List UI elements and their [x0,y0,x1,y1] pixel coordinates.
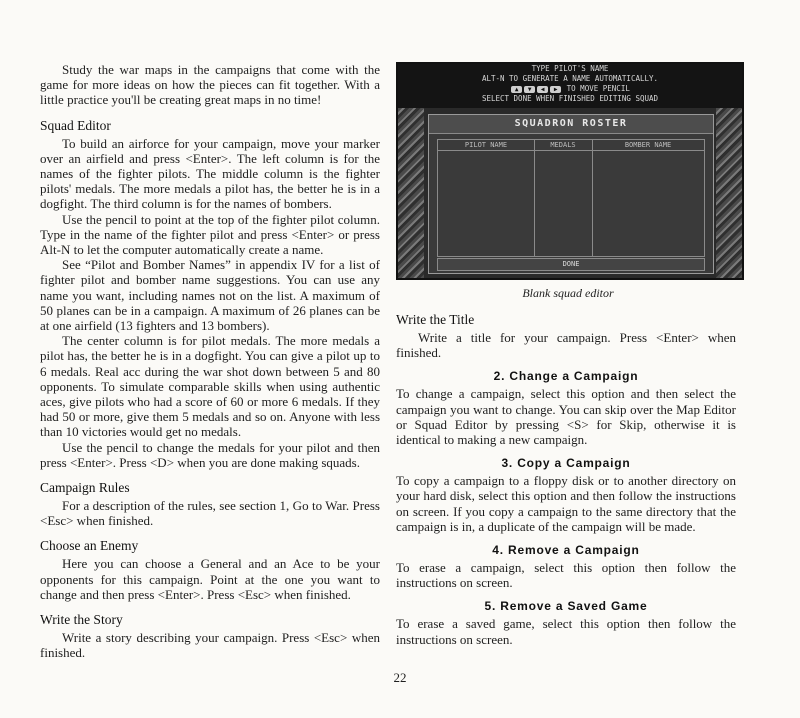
squad-editor-p5: Use the pencil to change the medals for your pilot and then press <Enter>. Press <D> when you are done making squads. [40,439,380,470]
roster-title: SQUADRON ROSTER [429,115,713,134]
instruction-line-4: SELECT DONE WHEN FINISHED EDITING SQUAD [481,94,659,103]
squad-editor-p2: Use the pencil to point at the top of the fighter pilot column. Type in the name of the fighter pilot and press <Enter> or press Alt-N to let the computer automatically create a name. [40,211,380,258]
squad-editor-heading: Squad Editor [40,117,111,133]
squadron-roster-panel [428,114,714,274]
squad-editor-p4: The center column is for pilot medals. The more medals a pilot has, the better he is in a dogfight. You can give a pilot up to 6 medals. Real acc during the war shot down between 5 and 80 opponents. To simulate comparable skills when using authentic aces, give pilots who had a score of 60 or more 6 medals. If they had 50 or more, give them 5 medals and so on. Anyone with less than 10 victories would get no medals. [40,333,380,440]
write-title-p1: Write a title for your campaign. Press <Enter> when finished. [396,330,736,361]
instruction-line-3 [398,84,742,94]
write-story-p1: Write a story describing your campaign. Press <Esc> when finished. [40,630,380,661]
remove-campaign-p1: To erase a campaign, select this option then follow the instructions on screen. [396,560,736,591]
arrow-up-key-icon: ▲ [511,86,522,93]
remove-campaign-heading: 4. Remove a Campaign [492,543,640,558]
squad-editor-p1: To build an airforce for your campaign, move your marker over an airfield and press <Enter>. The left column is for the names of the fighter pilots. The middle column is the fighter pilots' medals. The more medals a pilot has, the better he is in a dogfight. The third column is for the names of bombers. [40,135,380,212]
write-title-heading: Write the Title [396,312,475,327]
choose-enemy-heading: Choose an Enemy [40,538,139,554]
instruction-line-2: ALT-N TO GENERATE A NAME AUTOMATICALLY. [481,74,659,83]
right-column [396,312,736,647]
screenshot-caption: Blank squad editor [522,286,614,300]
instruction-line-1: TYPE PILOT'S NAME [531,64,609,73]
write-story-heading: Write the Story [40,612,123,628]
pilot-name-header[interactable]: PILOT NAME [438,140,534,151]
roster-grid [437,139,705,257]
copy-campaign-heading: 3. Copy a Campaign [501,456,631,471]
intro-paragraph: Study the war maps in the campaigns that come with the game for more ideas on how the pieces can fit together. With a little practice you'll be creating great maps in no time! [40,62,380,108]
change-campaign-heading: 2. Change a Campaign [493,369,639,384]
arrow-right-key-icon: ▶ [550,86,561,93]
done-button[interactable]: DONE [437,258,705,271]
terrain-left [398,108,424,278]
squad-editor-p3: See “Pilot and Bomber Names” in appendix IV for a list of fighter pilot and bomber name suggestions. You can use any name you want, including names not on the list. A maximum of 50 planes can be in a campaign. A maximum of 26 planes can be at one airfield (13 fighters and 13 bombers). [40,257,380,334]
left-column [40,62,380,661]
pilot-name-column[interactable] [438,140,535,256]
medals-header[interactable]: MEDALS [534,140,592,151]
terrain-right [716,108,742,278]
remove-saved-game-heading: 5. Remove a Saved Game [484,599,648,614]
instruction-line-3-text: TO MOVE PENCIL [566,84,630,93]
arrow-left-key-icon: ◀ [537,86,548,93]
remove-saved-game-p1: To erase a saved game, select this option then follow the instructions on screen. [396,616,736,647]
bomber-name-column[interactable] [592,140,704,256]
bomber-name-header[interactable]: BOMBER NAME [592,140,704,151]
page-number: 22 [393,670,407,685]
copy-campaign-p1: To copy a campaign to a floppy disk or to another directory on your hard disk, select this option and then follow the instructions on screen. If you copy a campaign to the same directory that the campaign is in, a duplicate of the campaign will be made. [396,473,736,534]
change-campaign-p1: To change a campaign, select this option and then select the campaign you want to change. You can skip over the Map Editor or Squad Editor by pressing <S> for Skip, otherwise it is identical to making a new campaign. [396,386,736,448]
choose-enemy-p1: Here you can choose a General and an Ace to be your opponents for this campaign. Point at the one you want to change and then press <Enter>. Press <Esc> when finished. [40,556,380,602]
medals-column[interactable] [534,140,593,256]
campaign-rules-p1: For a description of the rules, see section 1, Go to War. Press <Esc> when finished. [40,498,380,529]
screenshot-instructions [398,64,742,108]
arrow-down-key-icon: ▼ [524,86,535,93]
campaign-rules-heading: Campaign Rules [40,480,130,496]
squad-editor-screenshot [396,62,744,280]
